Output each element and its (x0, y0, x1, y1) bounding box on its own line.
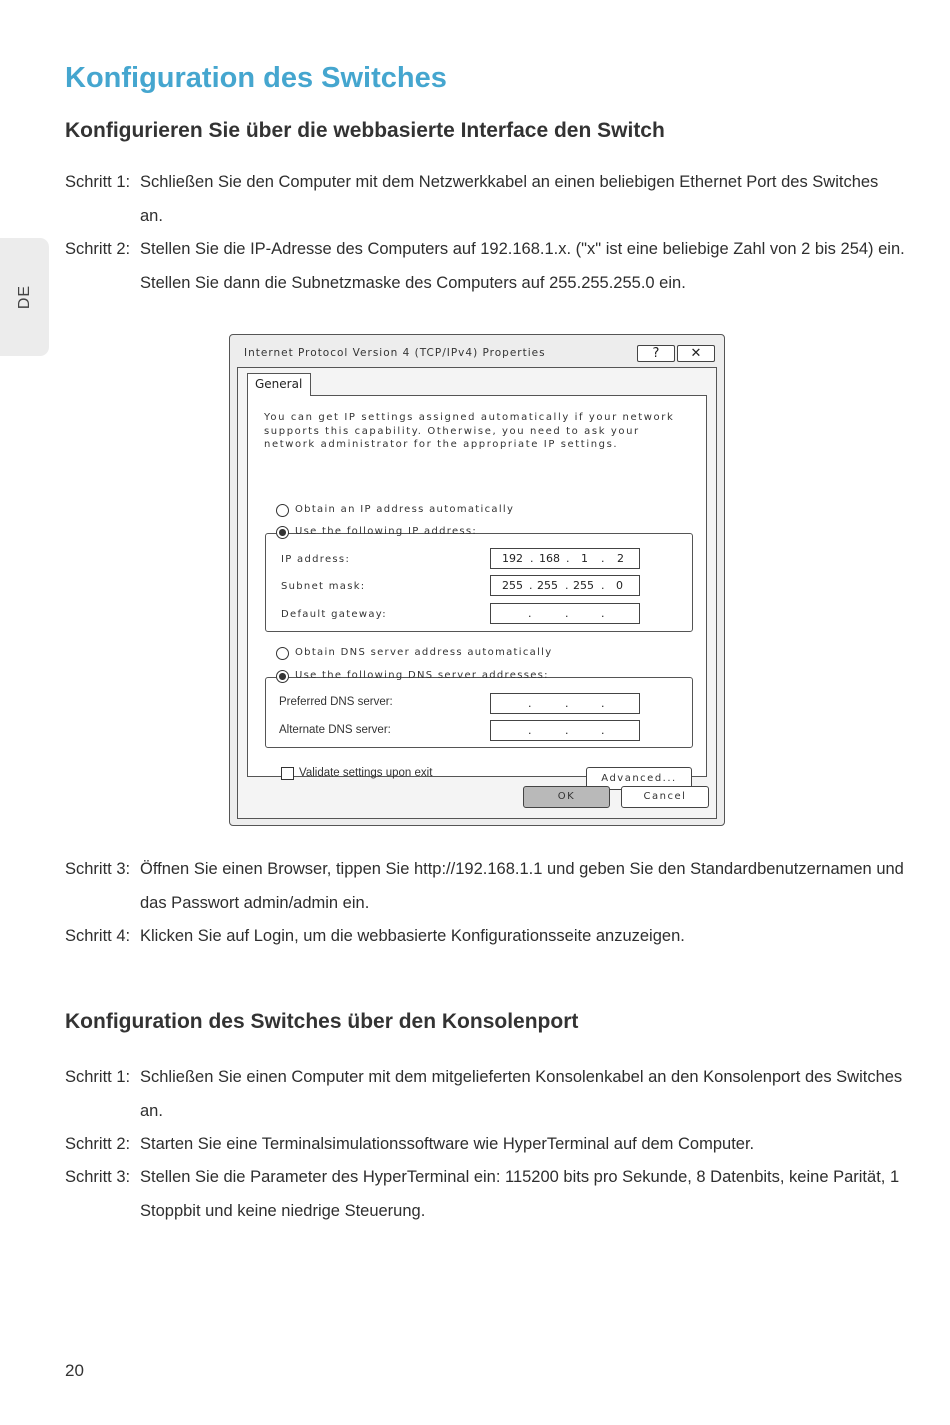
step-text: Schließen Sie den Computer mit dem Netzwerkkabel an einen beliebigen Ethernet Port des Switches an. (140, 173, 879, 225)
language-side-tab (0, 238, 49, 356)
preferred-dns-label: Preferred DNS server: (279, 696, 393, 708)
tcpip-properties-dialog (229, 334, 725, 826)
step-text: Öffnen Sie einen Browser, tippen Sie http://192.168.1.1 und geben Sie den Standardbenutzernamen und das Passwort admin/admin ein. (140, 860, 904, 912)
step-label: Schritt 1: (65, 173, 131, 191)
help-button[interactable]: ? (637, 345, 675, 362)
intro-text: You can get IP settings assigned automatically if your network supports this capability. Otherwise, you need to ask your network administrator for the appropriate IP settings. (264, 412, 675, 450)
ip-address-input[interactable]: 192 . 168 . 1 . 2 (490, 548, 640, 569)
ok-button[interactable]: OK (523, 786, 610, 808)
dialog-title: Internet Protocol Version 4 (TCP/IPv4) Properties (244, 347, 546, 359)
obtain-ip-auto-label: Obtain an IP address automatically (295, 504, 515, 515)
web-step-4 (65, 920, 905, 954)
web-step-1 (65, 166, 905, 233)
use-following-ip-radio[interactable] (276, 526, 289, 539)
step-text: Stellen Sie die IP-Adresse des Computers auf 192.168.1.x. ("x" ist eine beliebige Zahl von 2 bis 254) ein. Stellen Sie dann die Subnetzmaske des Computers auf 255.255.255.0 ein. (140, 240, 905, 292)
use-following-dns-radio[interactable] (276, 670, 289, 683)
obtain-ip-auto-radio[interactable] (276, 504, 289, 517)
language-label: DE (15, 284, 33, 310)
step-text: Klicken Sie auf Login, um die webbasierte Konfigurationsseite anzuzeigen. (140, 927, 685, 945)
web-step-2 (65, 233, 905, 300)
use-following-dns-label: Use the following DNS server addresses: (295, 670, 549, 681)
validate-settings-label: Validate settings upon exit (299, 767, 433, 779)
close-button[interactable]: ✕ (677, 345, 715, 362)
step-label: Schritt 3: (65, 1168, 131, 1186)
tab-general[interactable]: General (247, 373, 311, 396)
obtain-dns-auto-label: Obtain DNS server address automatically (295, 647, 553, 658)
use-following-ip-label: Use the following IP address: (295, 526, 478, 537)
console-step-2 (65, 1128, 905, 1162)
dialog-body (237, 367, 717, 819)
page-title: Konfiguration des Switches (65, 62, 447, 94)
validate-settings-checkbox[interactable] (281, 767, 294, 780)
section-web-heading: Konfigurieren Sie über die webbasierte Interface den Switch (65, 119, 665, 142)
step-label: Schritt 2: (65, 1135, 131, 1153)
subnet-mask-label: Subnet mask: (281, 581, 366, 592)
step-label: Schritt 4: (65, 927, 131, 945)
console-step-3 (65, 1161, 905, 1228)
web-step-3 (65, 853, 905, 920)
page-number: 20 (65, 1361, 84, 1380)
step-text: Schließen Sie einen Computer mit dem mitgelieferten Konsolenkabel an den Konsolenport des Switches an. (140, 1068, 903, 1120)
step-label: Schritt 3: (65, 860, 131, 878)
ip-address-group (265, 526, 693, 632)
general-panel (247, 395, 707, 784)
step-text: Stellen Sie die Parameter des HyperTerminal ein: 115200 bits pro Sekunde, 8 Datenbits, keine Parität, 1 Stoppbit und keine niedrige Steuerung. (140, 1168, 900, 1220)
preferred-dns-input[interactable]: . . . (490, 693, 640, 714)
dns-server-group (265, 670, 693, 748)
use-ip-legend (276, 525, 478, 541)
ip-address-label: IP address: (281, 554, 351, 565)
console-step-1 (65, 1061, 905, 1128)
alternate-dns-input[interactable]: . . . (490, 720, 640, 741)
step-text: Starten Sie eine Terminalsimulationssoftware wie HyperTerminal auf dem Computer. (140, 1135, 755, 1153)
default-gateway-label: Default gateway: (281, 609, 387, 620)
cancel-button[interactable]: Cancel (621, 786, 709, 808)
subnet-mask-input[interactable]: 255 . 255 . 255 . 0 (490, 575, 640, 596)
alternate-dns-label: Alternate DNS server: (279, 724, 391, 736)
step-label: Schritt 1: (65, 1068, 131, 1086)
use-dns-legend (276, 669, 549, 685)
default-gateway-input[interactable]: . . . (490, 603, 640, 624)
section-console-heading: Konfiguration des Switches über den Konsolenport (65, 1010, 579, 1033)
obtain-dns-auto-radio[interactable] (276, 647, 289, 660)
advanced-button[interactable]: Advanced... (586, 767, 692, 790)
step-label: Schritt 2: (65, 240, 131, 258)
